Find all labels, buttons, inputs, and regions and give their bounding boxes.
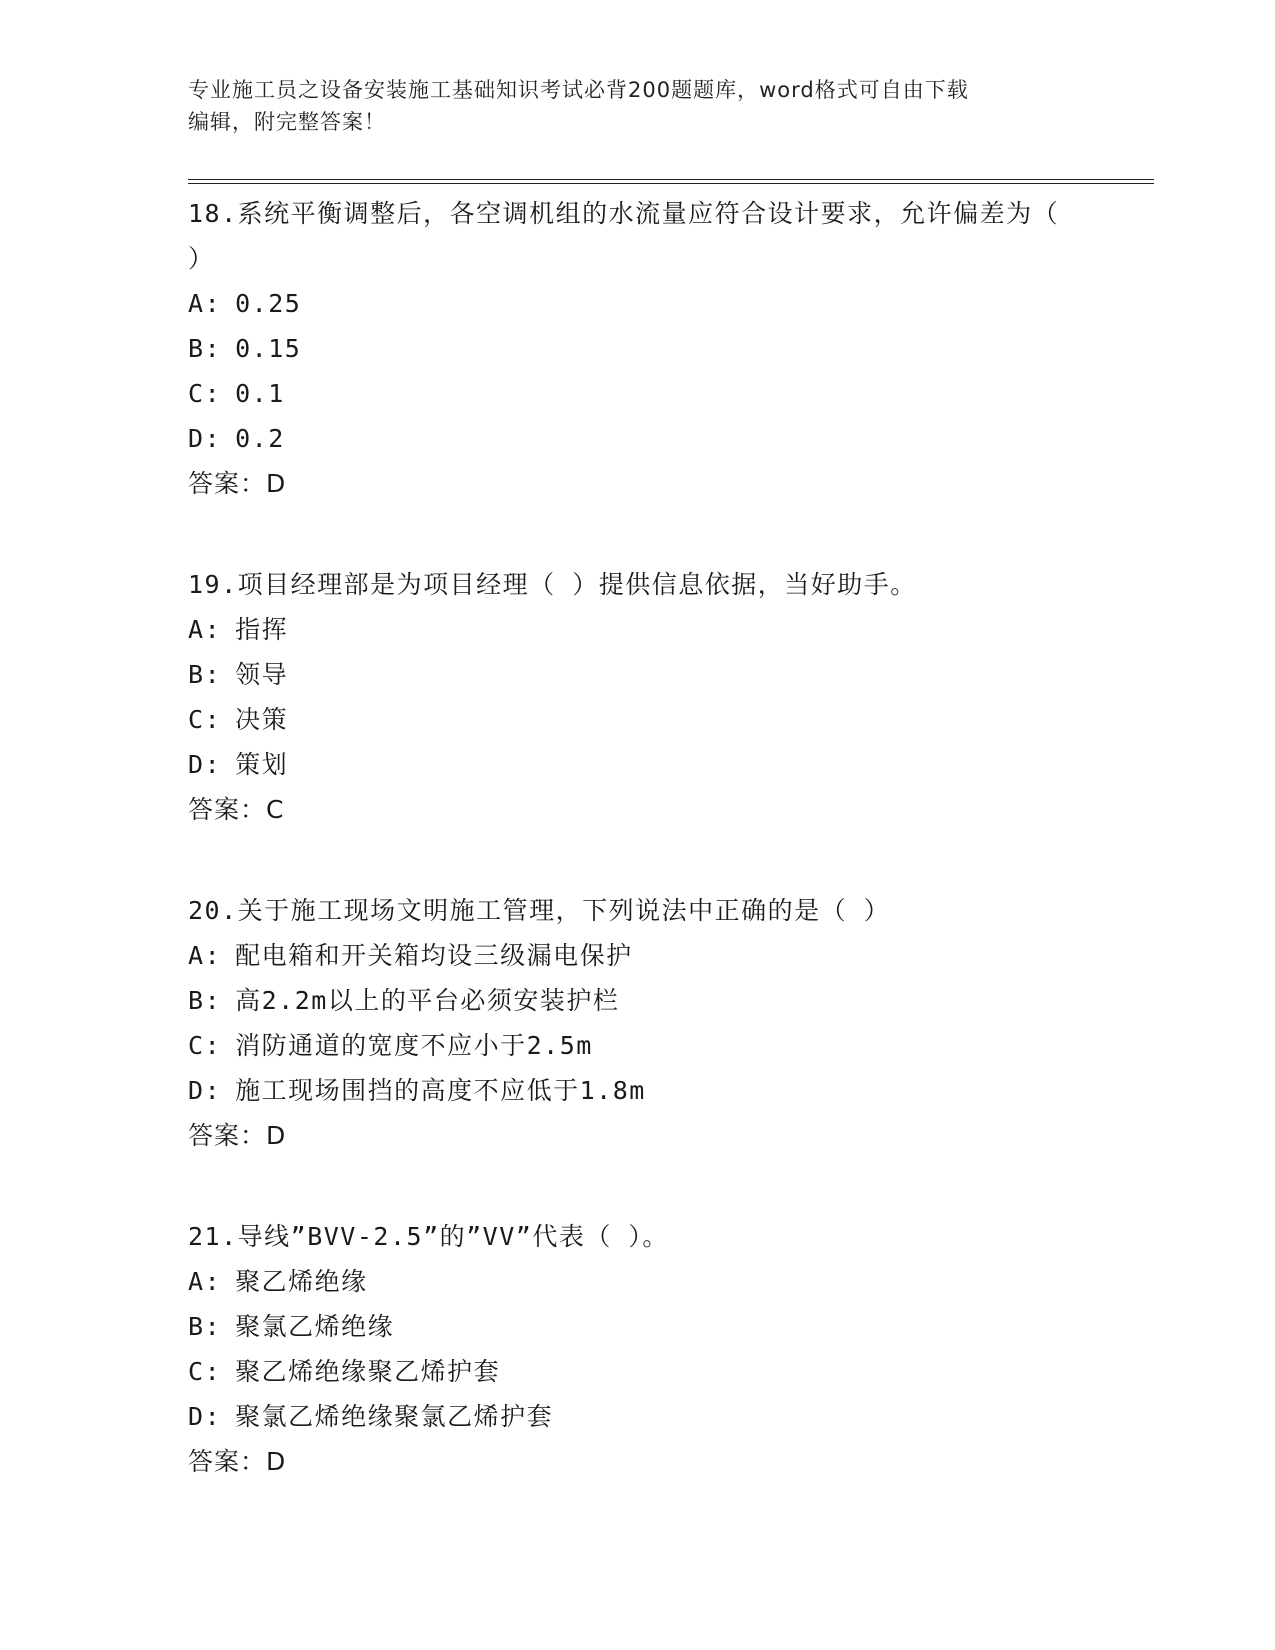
option-a: A: 配电箱和开关箱均设三级漏电保护 (188, 933, 1088, 978)
option-letter: A (188, 615, 205, 644)
answer-line (188, 461, 1088, 506)
answer-line (188, 1113, 1088, 1158)
option-text: 0.25 (235, 289, 302, 318)
option-letter: C (188, 705, 205, 734)
question-stem: 19.项目经理部是为项目经理（ ）提供信息依据，当好助手。 (188, 570, 917, 599)
option-text: 聚乙烯绝缘 (235, 1267, 368, 1296)
answer-value: D (266, 1447, 287, 1476)
option-text: 0.15 (235, 334, 302, 363)
header-title-line-1: 专业施工员之设备安装施工基础知识考试必背200题题库，word格式可自由下载 (188, 78, 969, 102)
option-letter: A (188, 289, 205, 318)
header-divider-bottom (188, 183, 1154, 184)
answer-label: 答案： (188, 469, 267, 498)
option-text: 聚氯乙烯绝缘 (235, 1312, 395, 1341)
option-c: C: 决策 (188, 697, 1088, 742)
answer-line (188, 1439, 1088, 1484)
question-20 (188, 888, 1088, 1158)
option-b: B: 0.15 (188, 326, 1088, 371)
option-text: 领导 (235, 660, 289, 689)
option-text: 消防通道的宽度不应小于2.5m (235, 1031, 593, 1060)
option-letter: C (188, 379, 205, 408)
option-text: 配电箱和开关箱均设三级漏电保护 (235, 941, 633, 970)
option-letter: B (188, 334, 205, 363)
option-text: 0.1 (235, 379, 285, 408)
option-text: 策划 (235, 750, 289, 779)
answer-label: 答案： (188, 795, 267, 824)
option-a: A: 聚乙烯绝缘 (188, 1259, 1088, 1304)
option-letter: C (188, 1357, 205, 1386)
question-18 (188, 191, 1088, 506)
option-a: A: 0.25 (188, 281, 1088, 326)
option-letter: B (188, 986, 205, 1015)
question-21 (188, 1214, 1088, 1484)
option-text: 指挥 (235, 615, 289, 644)
option-d: D: 聚氯乙烯绝缘聚氯乙烯护套 (188, 1394, 1088, 1439)
question-list (188, 191, 1088, 1540)
answer-value: D (266, 469, 287, 498)
answer-label: 答案： (188, 1121, 267, 1150)
question-19 (188, 562, 1088, 832)
option-letter: B (188, 660, 205, 689)
answer-value: D (266, 1121, 287, 1150)
option-text: 聚氯乙烯绝缘聚氯乙烯护套 (235, 1402, 554, 1431)
option-d: D: 0.2 (188, 416, 1088, 461)
option-b: B: 领导 (188, 652, 1088, 697)
header-divider-top (188, 179, 1154, 180)
option-letter: B (188, 1312, 205, 1341)
option-text: 聚乙烯绝缘聚乙烯护套 (235, 1357, 501, 1386)
option-text: 决策 (235, 705, 289, 734)
option-letter: D (188, 1402, 205, 1431)
option-text: 0.2 (235, 424, 285, 453)
answer-label: 答案： (188, 1447, 267, 1476)
option-letter: D (188, 750, 205, 779)
option-a: A: 指挥 (188, 607, 1088, 652)
option-b: B: 高2.2m以上的平台必须安装护栏 (188, 978, 1088, 1023)
option-letter: A (188, 1267, 205, 1296)
option-text: 高2.2m以上的平台必须安装护栏 (235, 986, 620, 1015)
option-letter: C (188, 1031, 205, 1060)
option-text: 施工现场围挡的高度不应低于1.8m (235, 1076, 646, 1105)
option-letter: D (188, 1076, 205, 1105)
option-b: B: 聚氯乙烯绝缘 (188, 1304, 1088, 1349)
option-c: C: 0.1 (188, 371, 1088, 416)
option-d: D: 施工现场围挡的高度不应低于1.8m (188, 1068, 1088, 1113)
answer-value: C (266, 795, 285, 824)
header-title-line-2: 编辑，附完整答案！ (188, 110, 386, 134)
document-header (188, 74, 1088, 138)
question-stem: 21.导线”BVV-2.5”的”VV”代表（ ）。 (188, 1222, 669, 1251)
option-c: C: 聚乙烯绝缘聚乙烯护套 (188, 1349, 1088, 1394)
option-c: C: 消防通道的宽度不应小于2.5m (188, 1023, 1088, 1068)
option-letter: A (188, 941, 205, 970)
option-letter: D (188, 424, 205, 453)
answer-line (188, 787, 1088, 832)
option-d: D: 策划 (188, 742, 1088, 787)
question-stem: 20.关于施工现场文明施工管理，下列说法中正确的是（ ） (188, 896, 891, 925)
question-stem: 18.系统平衡调整后，各空调机组的水流量应符合设计要求，允许偏差为（ ） (188, 199, 1060, 273)
